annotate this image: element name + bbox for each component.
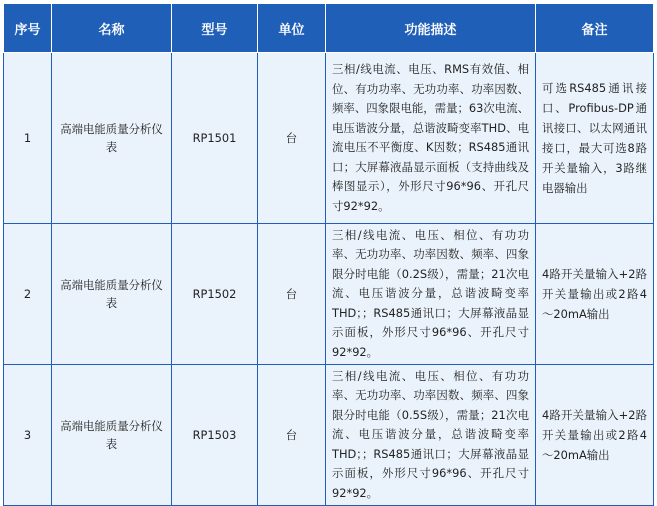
cell-unit: 台 [258,53,326,224]
cell-unit: 台 [258,365,326,506]
product-table [3,3,654,506]
cell-function: 三相/线电流、电压、RMS有效值、相位、有功功率、无功功率、功率因数、频率、四象限电能，需量；63次电流、电压谐波分量，总谐波畸变率THD、电流电压不平衡度、K因数；RS485通讯口；大屏幕液晶显示面板（支持曲线及棒图显示），外形尺寸96*96、开孔尺寸92*92。 [326,53,536,224]
cell-model: RP1503 [172,365,258,506]
cell-seq: 1 [4,53,52,224]
cell-seq: 2 [4,224,52,365]
table-row [4,53,654,224]
cell-seq: 3 [4,365,52,506]
table-row [4,365,654,506]
cell-name: 高端电能质量分析仪表 [52,224,172,365]
header-function: 功能描述 [326,4,536,53]
cell-function: 三相/线电流、电压、相位、有功功率、无功功率、功率因数、频率、四象限分时电能（0.5S级），需量；21次电流、电压谐波分量，总谐波畸变率THD；；RS485通讯口；大屏幕液晶显示面板，外形尺寸96*96、开孔尺寸92*92。 [326,365,536,506]
cell-unit: 台 [258,224,326,365]
cell-remark: 4路开关量输入+2路开关量输出或2路4～20mA输出 [536,224,654,365]
table-row [4,224,654,365]
header-name: 名称 [52,4,172,53]
header-row [4,4,654,53]
header-seq: 序号 [4,4,52,53]
header-unit: 单位 [258,4,326,53]
cell-model: RP1501 [172,53,258,224]
cell-remark: 可选RS485通讯接口、Profibus-DP通讯接口、以太网通讯接口，最大可选8路开关量输入，3路继电器输出 [536,53,654,224]
cell-name: 高端电能质量分析仪表 [52,365,172,506]
cell-model: RP1502 [172,224,258,365]
header-model: 型号 [172,4,258,53]
cell-name: 高端电能质量分析仪表 [52,53,172,224]
cell-remark: 4路开关量输入+2路开关量输出或2路4～20mA输出 [536,365,654,506]
cell-function: 三相/线电流、电压、相位、有功功率、无功功率、功率因数、频率、四象限分时电能（0.2S级），需量；21次电流、电压谐波分量，总谐波畸变率THD；；RS485通讯口；大屏幕液晶显示面板，外形尺寸96*96、开孔尺寸92*92。 [326,224,536,365]
header-remark: 备注 [536,4,654,53]
